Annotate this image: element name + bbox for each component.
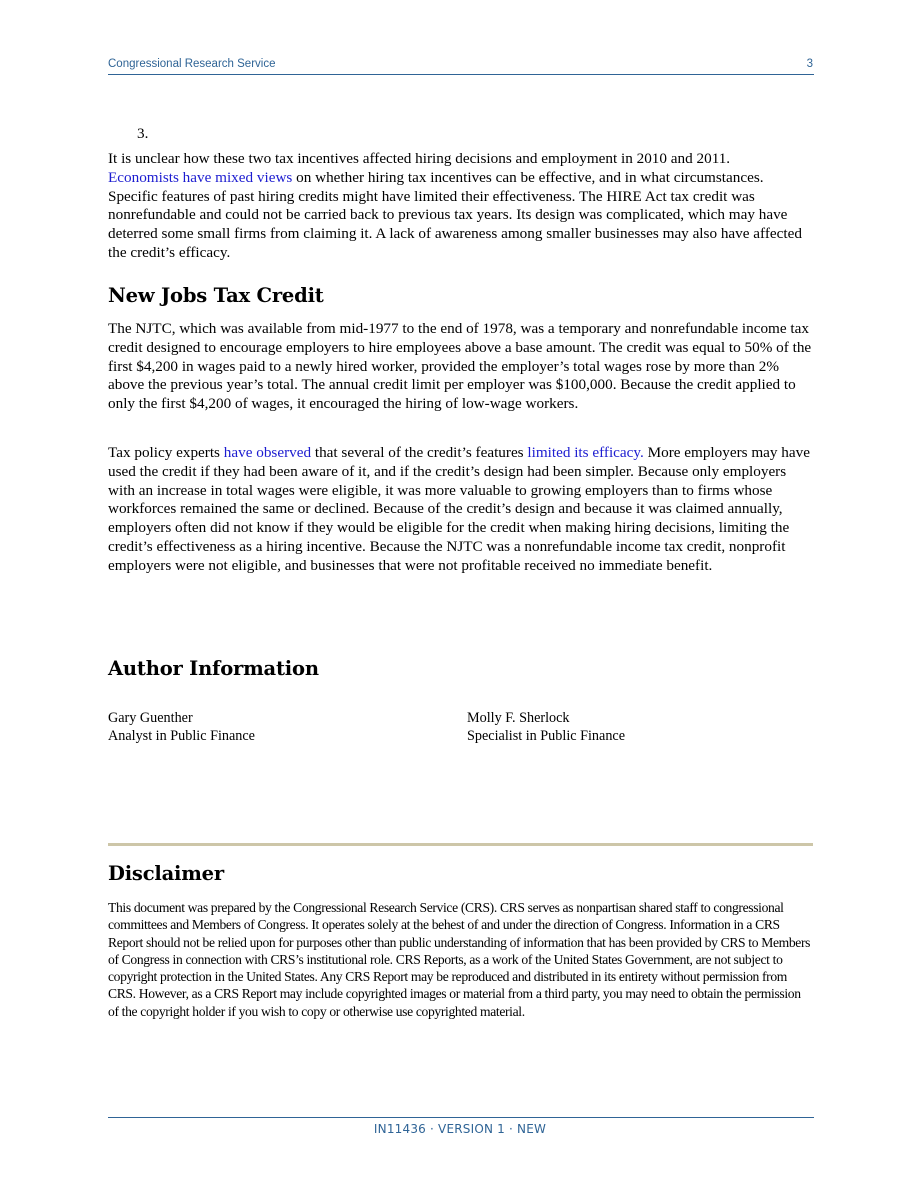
njtc-para2-text-a: Tax policy experts <box>108 444 224 461</box>
author-title: Specialist in Public Finance <box>467 727 626 744</box>
have-observed-link[interactable]: have observed <box>223 444 312 461</box>
disclaimer-divider <box>108 843 813 846</box>
author-card-guenther <box>108 710 255 745</box>
limited-efficacy-link[interactable]: limited its efficacy. <box>527 444 644 461</box>
footer-report-id: IN11436 · VERSION 1 · NEW <box>373 1122 547 1136</box>
intro-paragraph <box>108 150 814 263</box>
header-agency-name: Congressional Research Service <box>108 58 276 70</box>
intro-text-1: It is unclear how these two tax incentives affected hiring decisions and employment in 2010 and 2011. <box>108 150 731 167</box>
njtc-para2-text-c: More employers may have used the credit if they had been aware of it, and if the credit’s design had been simpler. Because only employers with an increase in total wages were eligible, it was more valuable to growing employers than to firms whose workforces remained the same or declined. Because of the credit’s design and because it was claimed annually, employers often did not know if they would be eligible for the credit when making hiring decisions, limiting the credit’s effectiveness as a hiring incentive. Because the NJTC was a nonrefundable income tax credit, nonprofit employers were not eligible, and businesses that were not profitable received no immediate benefit. <box>108 444 810 574</box>
njtc-paragraph-2 <box>108 444 814 576</box>
footer-divider <box>108 1117 814 1118</box>
heading-author-information: Author Information <box>108 657 319 680</box>
njtc-para1-text: The NJTC, which was available from mid-1977 to the end of 1978, was a temporary and nonrefundable income tax credit designed to encourage employers to hire employees above a base amount. The credit was equal to 50% of the first $4,200 in wages paid to a newly hired worker, provided the employer’s total wages rose by more than 2% above the previous year’s total. The annual credit limit per employer was $100,000. Because the credit applied to only the first $4,200 of wages, it encouraged the hiring of low-wage workers. <box>108 320 812 413</box>
intro-text-2: on whether hiring tax incentives can be effective, and in what circumstances. Specific features of past hiring credits might have limited their effectiveness. The HIRE Act tax credit was nonrefundable and could not be carried back to previous tax years. Its design was complicated, which may have deterred some small firms from claiming it. A lack of awareness among smaller businesses may also have affected the credit’s efficacy. <box>108 168 802 261</box>
header-page-number: 3 <box>806 58 813 70</box>
author-title: Analyst in Public Finance <box>108 727 255 744</box>
author-card-sherlock <box>467 710 625 745</box>
heading-new-jobs-tax-credit: New Jobs Tax Credit <box>108 284 324 307</box>
heading-disclaimer: Disclaimer <box>108 862 224 885</box>
njtc-paragraph-1 <box>108 320 814 414</box>
economists-mixed-views-link[interactable]: Economists have mixed views <box>108 168 293 186</box>
njtc-para2-text-b: that several of the credit’s features <box>311 444 528 461</box>
running-header <box>108 56 814 75</box>
list-item-number: 3. <box>137 125 149 142</box>
author-name: Gary Guenther <box>108 710 193 726</box>
author-name: Molly F. Sherlock <box>467 710 570 726</box>
disclaimer-text: This document was prepared by the Congressional Research Service (CRS). CRS serves as nonpartisan shared staff to congressional committees and Members of Congress. It operates solely at the behest of and under the direction of Congress. Information in a CRS Report should not be relied upon for purposes other than public understanding of information that has been provided by CRS to Members of Congress in connection with CRS’s institutional role. CRS Reports, as a work of the United States Government, are not subject to copyright protection in the United States. Any CRS Report may be reproduced and distributed in its entirety without permission from CRS. However, as a CRS Report may include copyrighted images or material from a third party, you may need to obtain the permission of the copyright holder if you wish to copy or otherwise use copyrighted material. <box>108 900 811 1019</box>
